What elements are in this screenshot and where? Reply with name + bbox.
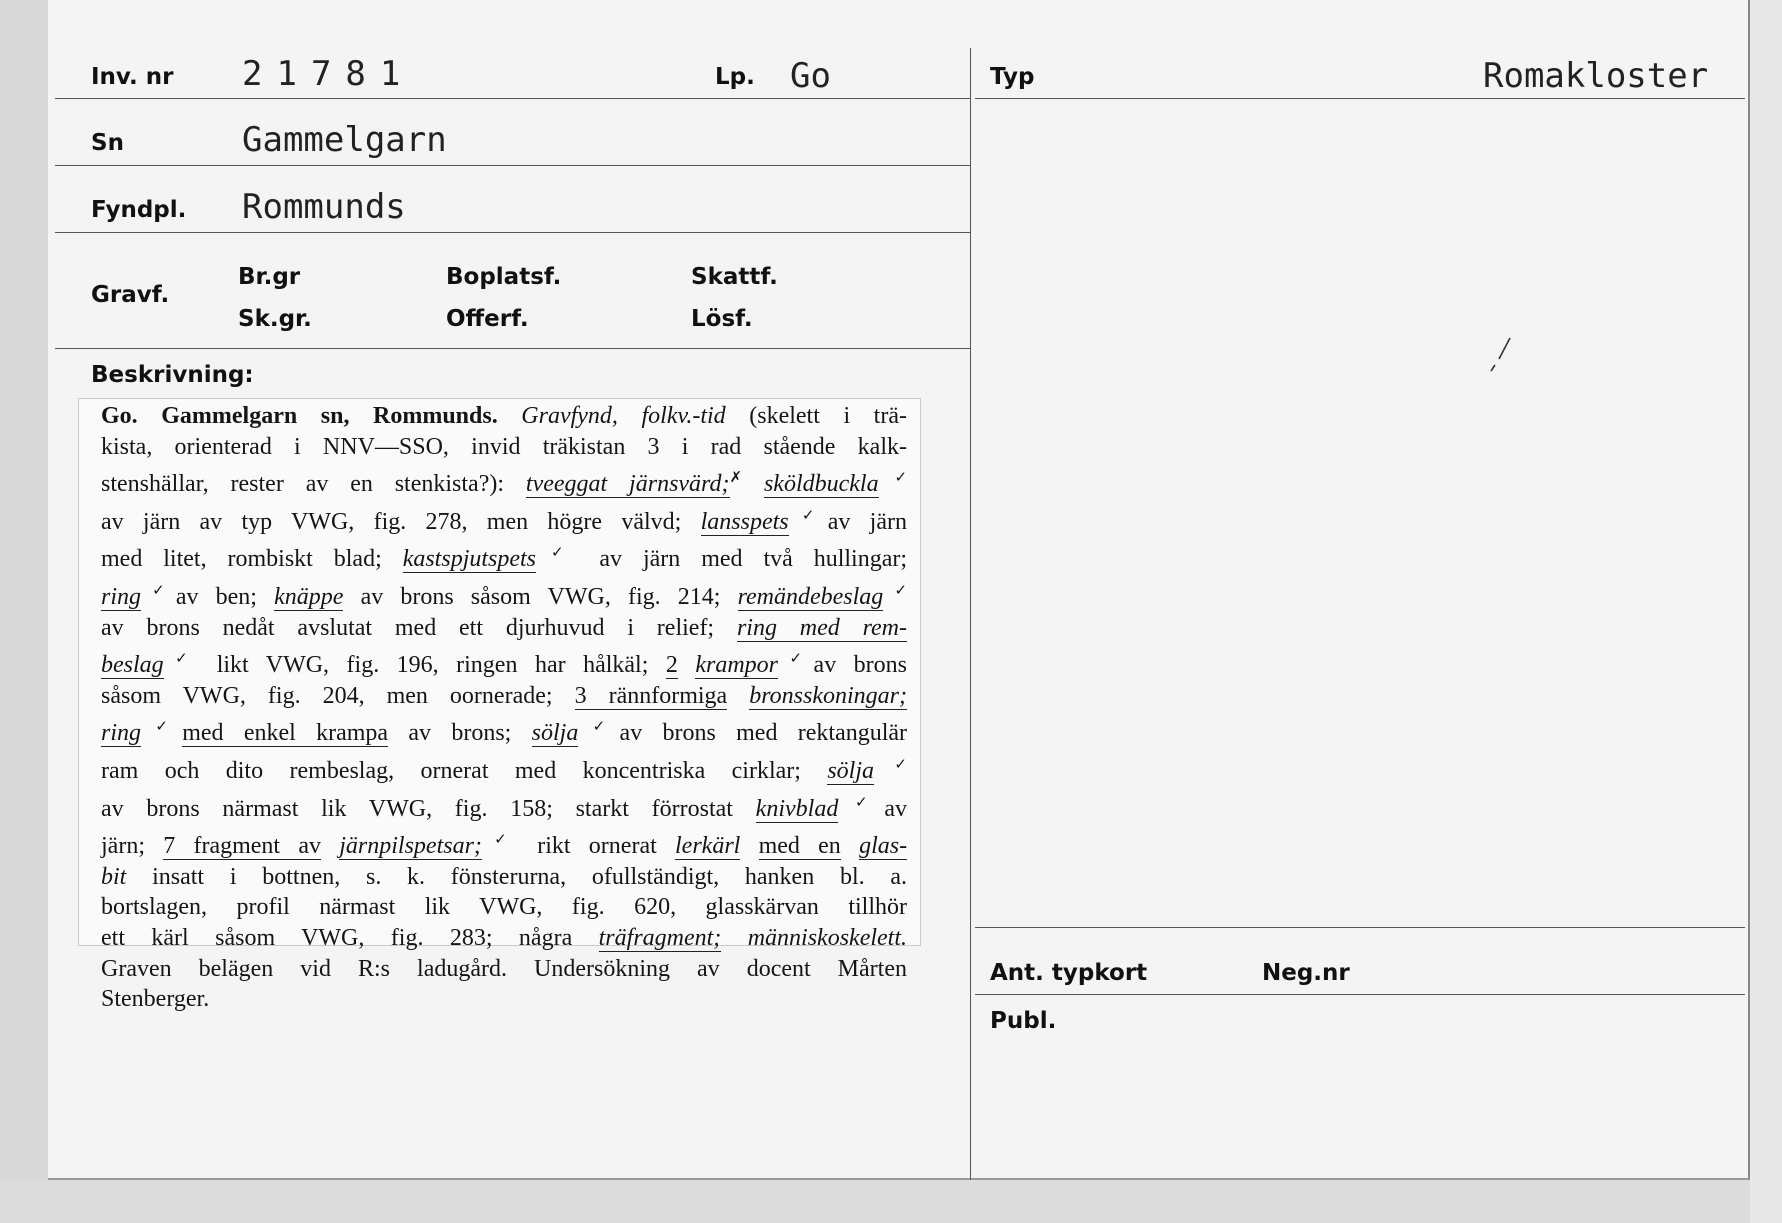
skattf-label: Skattf.: [691, 264, 778, 290]
fyndpl-label: Fyndpl.: [91, 197, 187, 223]
desc-line-9: såsom VWG, fig. 204, men oornerade; 3 rännformiga bronsskoningar;: [101, 682, 907, 709]
card-right-margin: [1750, 0, 1782, 1223]
description-text: [101, 401, 907, 1015]
divider-ant-typkort: [975, 927, 1745, 928]
description-clipping: [78, 398, 921, 1013]
lp-value: Go: [790, 56, 831, 96]
desc-line-1: Go. Gammelgarn sn, Rommunds. Gravfynd, folkv.-tid (skelett i trä-: [101, 403, 907, 429]
desc-line-14: bit insatt i bottnen, s. k. fönsterurna, ofullständigt, hanken bl. a.: [101, 863, 908, 890]
divider-row4: [55, 348, 970, 349]
desc-line-6: ring✓av ben; knäppe av brons såsom VWG, fig. 214; remändebeslag✓: [101, 580, 908, 610]
sn-label: Sn: [91, 130, 124, 156]
desc-line-15: bortslagen, profil närmast lik VWG, fig. 620, glasskärvan tillhör: [101, 894, 907, 921]
desc-line-3: stenshällar, rester av en stenkista?): tveeggat järnsvärd;✗ sköldbuckla✓: [101, 468, 908, 498]
divider-typ: [975, 98, 1745, 99]
desc-line-18: Stenberger.: [101, 986, 210, 1013]
typ-label: Typ: [990, 64, 1035, 90]
pencil-mark: [1485, 335, 1515, 375]
desc-line-17: Graven belägen vid R:s ladugård. Undersökning av docent Mårten: [101, 955, 907, 982]
divider-row1: [55, 98, 970, 99]
desc-line-4: av järn av typ VWG, fig. 278, men högre välvd; lansspets✓av järn: [101, 505, 907, 535]
desc-line-12: av brons närmast lik VWG, fig. 158; starkt förrostat knivblad✓av: [101, 792, 907, 822]
desc-line-13: järn; 7 fragment av järnpilspetsar;✓ rikt ornerat lerkärl med en glas-: [101, 830, 908, 860]
neg-nr-label: Neg.nr: [1262, 960, 1350, 986]
card-bottom-margin: [0, 1180, 1782, 1223]
divider-row3: [55, 232, 970, 233]
inv-nr-value: 21781: [242, 54, 415, 94]
desc-line-11: ram och dito rembeslag, ornerat med koncentriska cirklar; sölja✓: [101, 754, 908, 784]
divider-center: [970, 48, 971, 1180]
ant-typkort-label: Ant. typkort: [990, 960, 1148, 986]
desc-line-8: beslag✓ likt VWG, fig. 196, ringen har hålkäl; 2 krampor✓av brons: [101, 649, 908, 679]
divider-publ: [975, 994, 1745, 995]
desc-line-7: av brons nedåt avslutat med ett djurhuvud i relief; ring med rem-: [101, 614, 907, 641]
desc-line-2: kista, orienterad i NNV—SSO, invid träkistan 3 i rad stående kalk-: [101, 433, 907, 460]
sn-value: Gammelgarn: [242, 120, 447, 160]
inv-nr-label: Inv. nr: [91, 64, 174, 90]
divider-row2: [55, 165, 970, 166]
desc-line-10: ring✓med enkel krampa av brons; sölja✓av brons med rektangulär: [101, 717, 908, 747]
offerf-label: Offerf.: [446, 306, 529, 332]
desc-line-16: ett kärl såsom VWG, fig. 283; några träfragment; människoskelett.: [101, 924, 908, 951]
desc-line-5: med litet, rombiskt blad; kastspjutspets✓ av järn med två hullingar;: [101, 543, 908, 573]
skgr-label: Sk.gr.: [238, 306, 312, 332]
publ-label: Publ.: [990, 1008, 1057, 1034]
fyndpl-value: Rommunds: [242, 187, 406, 227]
losf-label: Lösf.: [691, 306, 753, 332]
boplatsf-label: Boplatsf.: [446, 264, 562, 290]
beskrivning-label: Beskrivning:: [91, 362, 254, 388]
typ-value: Romakloster: [1483, 56, 1709, 96]
lp-label: Lp.: [715, 64, 755, 90]
brgr-label: Br.gr: [238, 264, 301, 290]
gravf-label: Gravf.: [91, 282, 170, 308]
